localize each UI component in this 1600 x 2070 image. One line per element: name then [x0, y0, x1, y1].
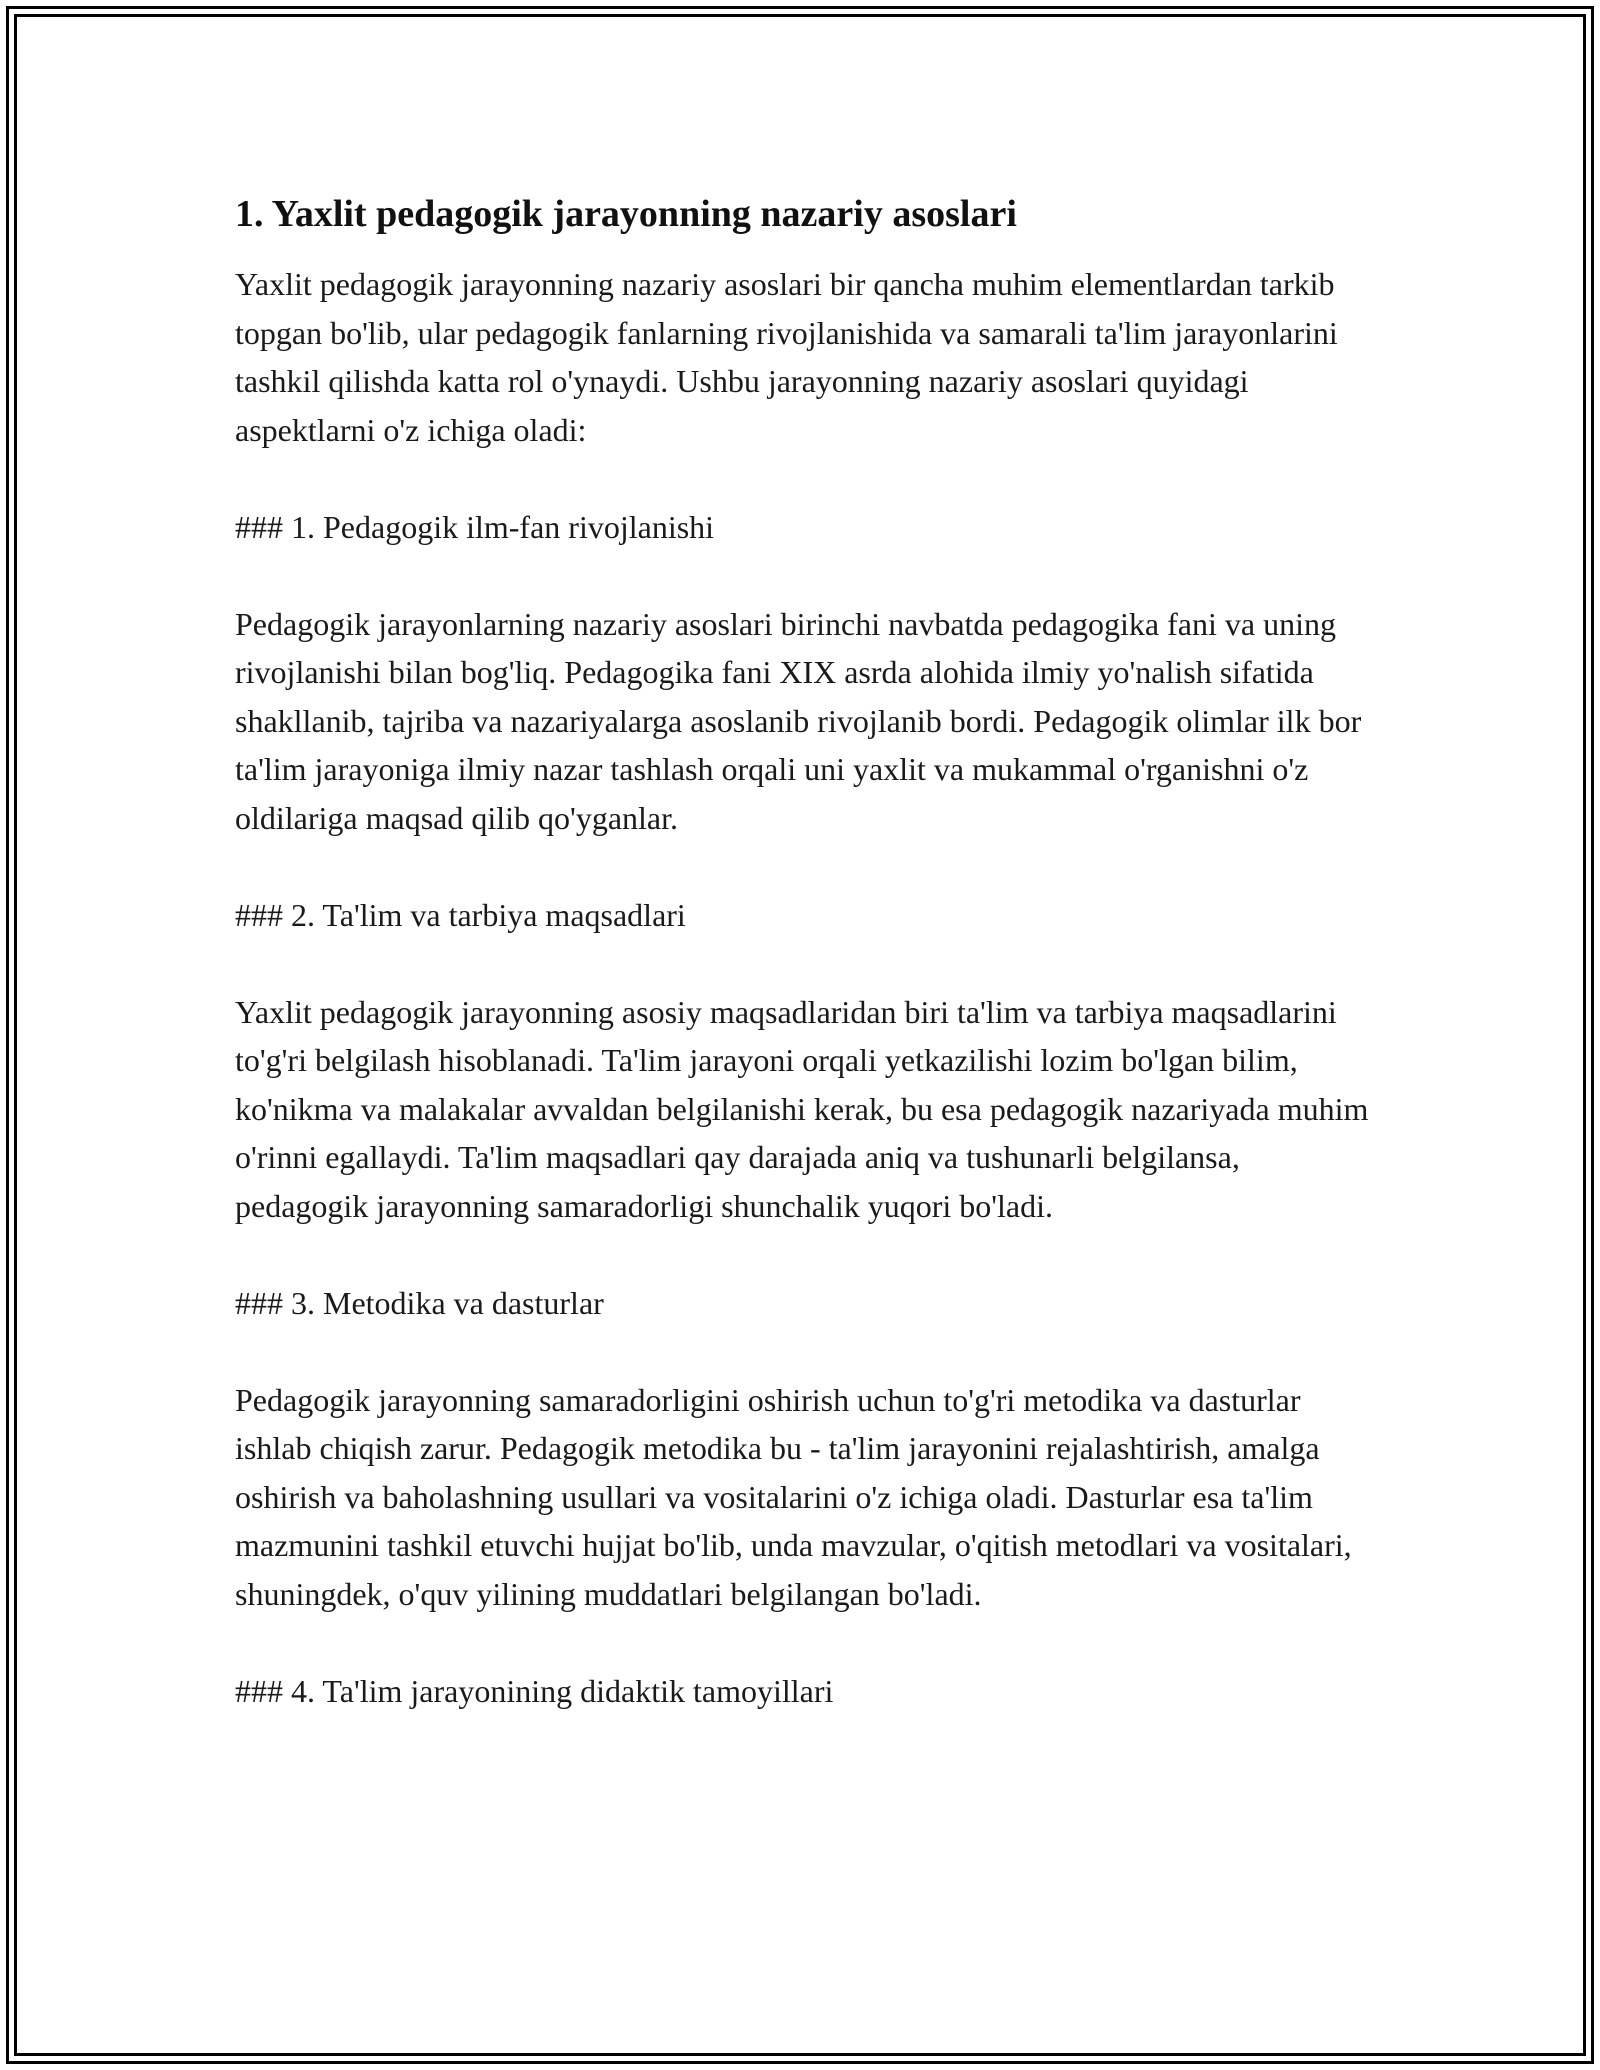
- paragraph-intro: Yaxlit pedagogik jarayonning nazariy asoslari bir qancha muhim elementlardan tarkib topgan bo'lib, ular pedagogik fanlarning rivojlanishida va samarali ta'lim jarayonlarini tashkil qilishda katta rol o'ynaydi. Ushbu jarayonning nazariy asoslari quyidagi aspektlarni o'z ichiga oladi:: [235, 266, 1338, 448]
- paragraph-3: Pedagogik jarayonning samaradorligini oshirish uchun to'g'ri metodika va dasturlar ishlab chiqish zarur. Pedagogik metodika bu - ta'lim jarayonini rejalashtirish, amalga oshirish va baholashning usullari va vositalarini o'z ichiga oladi. Dasturlar esa ta'lim mazmunini tashkil etuvchi hujjat bo'lib, unda mavzular, o'qitish metodlari va vositalari, shuningdek, o'quv yilining muddatlari belgilangan bo'ladi.: [235, 1381, 1352, 1612]
- subheading-3: ### 3. Metodika va dasturlar: [235, 1284, 604, 1321]
- document-title: 1. Yaxlit pedagogik jarayonning nazariy asoslari: [235, 193, 1017, 235]
- paragraph-1: Pedagogik jarayonlarning nazariy asoslari birinchi navbatda pedagogika fani va uning rivojlanishi bilan bog'liq. Pedagogika fani XIX asrda alohida ilmiy yo'nalish sifatida shakllanib, tajriba va nazariyalarga asoslanib rivojlanib bordi. Pedagogik olimlar ilk bor ta'lim jarayoniga ilmiy nazar tashlash orqali uni yaxlit va mukammal o'rganishni o'z oldilariga maqsad qilib qo'yganlar.: [235, 605, 1362, 836]
- document-body: [235, 190, 1375, 1764]
- subheading-2: ### 2. Ta'lim va tarbiya maqsadlari: [235, 896, 686, 933]
- subheading-4: ### 4. Ta'lim jarayonining didaktik tamoyillari: [235, 1672, 834, 1709]
- paragraph-2: Yaxlit pedagogik jarayonning asosiy maqsadlaridan biri ta'lim va tarbiya maqsadlarini to'g'ri belgilash hisoblanadi. Ta'lim jarayoni orqali yetkazilishi lozim bo'lgan bilim, ko'nikma va malakalar avvaldan belgilanishi kerak, bu esa pedagogik nazariyada muhim o'rinni egallaydi. Ta'lim maqsadlari qay darajada aniq va tushunarli belgilansa, pedagogik jarayonning samaradorligi shunchalik yuqori bo'ladi.: [235, 993, 1369, 1224]
- subheading-1: ### 1. Pedagogik ilm-fan rivojlanishi: [235, 508, 715, 545]
